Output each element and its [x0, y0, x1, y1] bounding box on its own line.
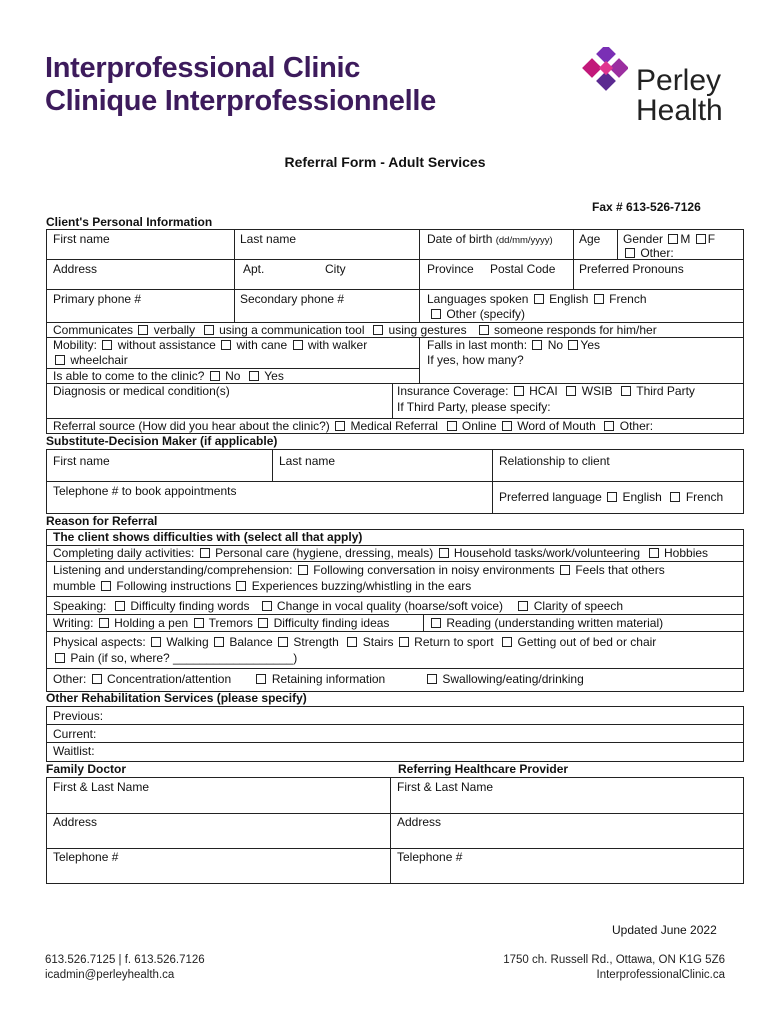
clinic-title-en: Interprofessional Clinic	[45, 52, 361, 84]
able-yes-checkbox[interactable]	[249, 371, 259, 381]
listen-mumble-checkbox[interactable]	[560, 565, 570, 575]
provider-telephone-label: Telephone #	[397, 850, 463, 864]
client-secondary-phone-label: Secondary phone #	[240, 292, 345, 306]
doctor-telephone-label: Telephone #	[53, 850, 119, 864]
section-referring-provider: Referring Healthcare Provider	[398, 762, 569, 776]
daily-hobbies-checkbox[interactable]	[649, 548, 659, 558]
reason-pain: Pain (if so, where? __________________)	[53, 651, 297, 665]
client-able: Is able to come to the clinic? No Yes	[53, 369, 284, 383]
updated-date: Updated June 2022	[612, 923, 717, 937]
client-gender-other: Other:	[623, 246, 674, 260]
section-sdm: Substitute-Decision Maker (if applicable)	[46, 434, 278, 448]
client-lang-other: Other (specify)	[429, 307, 525, 321]
sdm-box	[46, 449, 744, 514]
listen-noisy-checkbox[interactable]	[298, 565, 308, 575]
provider-name-label: First & Last Name	[397, 780, 494, 794]
wr-tremors-checkbox[interactable]	[194, 618, 204, 628]
fax-number: Fax # 613-526-7126	[592, 200, 701, 214]
client-province-label: Province	[427, 262, 474, 276]
client-city-label: City	[325, 262, 346, 276]
sdm-lang-en-checkbox[interactable]	[607, 492, 617, 502]
comm-someone-checkbox[interactable]	[479, 325, 489, 335]
ph-sport-checkbox[interactable]	[399, 637, 409, 647]
ph-walking-checkbox[interactable]	[151, 637, 161, 647]
client-communicates: Communicates verbally using a communication tool using gestures someone responds for him/her	[53, 323, 657, 337]
client-insurance: Insurance Coverage: HCAI WSIB Third Party	[397, 384, 695, 398]
rehab-waitlist-label: Waitlist:	[53, 744, 95, 758]
lang-fr-checkbox[interactable]	[594, 294, 604, 304]
rehab-box	[46, 706, 744, 762]
client-languages: Languages spoken English French	[427, 292, 647, 306]
footer-email: icadmin@perleyhealth.ca	[45, 969, 175, 981]
sdm-lang-fr-checkbox[interactable]	[670, 492, 680, 502]
rehab-current-label: Current:	[53, 727, 97, 741]
sp-quality-checkbox[interactable]	[262, 601, 272, 611]
wr-reading-checkbox[interactable]	[431, 618, 441, 628]
client-gender: Gender M F	[623, 232, 716, 246]
footer-website: InterprofessionalClinic.ca	[596, 969, 725, 981]
gender-other-checkbox[interactable]	[625, 248, 635, 258]
reason-physical: Physical aspects: Walking Balance Strength Stairs Return to sport Getting out of bed or chair	[53, 635, 657, 649]
client-falls: Falls in last month: No Yes	[427, 338, 600, 352]
listen-buzz-checkbox[interactable]	[236, 581, 246, 591]
client-address-label: Address	[53, 262, 98, 276]
doctor-name-label: First & Last Name	[53, 780, 150, 794]
mob-walker-checkbox[interactable]	[293, 340, 303, 350]
ph-pain-checkbox[interactable]	[55, 653, 65, 663]
falls-yes-checkbox[interactable]	[568, 340, 578, 350]
client-dob-label: Date of birth (dd/mm/yyyy)	[427, 232, 553, 246]
gender-m-checkbox[interactable]	[668, 234, 678, 244]
footer-address: 1750 ch. Russell Rd., Ottawa, ON K1G 5Z6	[503, 954, 725, 966]
client-mobility: Mobility: without assistance with cane with walker	[53, 338, 368, 352]
sdm-telephone-label: Telephone # to book appointments	[53, 484, 237, 498]
client-pronouns-label: Preferred Pronouns	[579, 262, 684, 276]
mob-wheelchair-checkbox[interactable]	[55, 355, 65, 365]
comm-device-checkbox[interactable]	[204, 325, 214, 335]
footer-phones: 613.526.7125 | f. 613.526.7126	[45, 954, 205, 966]
perley-logo-icon	[582, 47, 628, 93]
ins-third-checkbox[interactable]	[621, 386, 631, 396]
reason-box	[46, 529, 744, 692]
reason-listen-2: mumble Following instructions Experiences buzzing/whistling in the ears	[53, 579, 472, 593]
sp-clarity-checkbox[interactable]	[518, 601, 528, 611]
section-reason: Reason for Referral	[46, 514, 158, 528]
ot-swallow-checkbox[interactable]	[427, 674, 437, 684]
client-apt-label: Apt.	[243, 262, 265, 276]
clinic-title-fr: Clinique Interprofessionnelle	[45, 85, 436, 117]
wr-pen-checkbox[interactable]	[99, 618, 109, 628]
comm-verbally-checkbox[interactable]	[138, 325, 148, 335]
client-primary-phone-label: Primary phone #	[53, 292, 142, 306]
daily-household-checkbox[interactable]	[439, 548, 449, 558]
provider-address-label: Address	[397, 815, 442, 829]
ot-retain-checkbox[interactable]	[256, 674, 266, 684]
form-title: Referral Form - Adult Services	[284, 154, 486, 170]
daily-personal-checkbox[interactable]	[200, 548, 210, 558]
lang-en-checkbox[interactable]	[534, 294, 544, 304]
ph-strength-checkbox[interactable]	[278, 637, 288, 647]
logo-wordmark	[636, 66, 723, 126]
ot-conc-checkbox[interactable]	[92, 674, 102, 684]
sp-words-checkbox[interactable]	[115, 601, 125, 611]
doctor-address-label: Address	[53, 815, 98, 829]
footer-address-block	[503, 953, 725, 983]
logo-word-health: Health	[636, 94, 723, 127]
client-info-box	[46, 229, 744, 434]
logo-word-perley: Perley	[636, 64, 722, 97]
reason-listen: Listening and understanding/comprehension: Following conversation in noisy environments Feels that others	[53, 563, 665, 577]
section-client-info: Client's Personal Information	[46, 215, 213, 229]
sdm-first-name-label: First name	[53, 454, 110, 468]
falls-no-checkbox[interactable]	[532, 340, 542, 350]
ph-balance-checkbox[interactable]	[214, 637, 224, 647]
reason-other: Other: Concentration/attention Retaining information	[53, 672, 386, 686]
reason-speaking: Speaking: Difficulty finding words Change in vocal quality (hoarse/soft voice) Clarity of speech	[53, 599, 624, 613]
sdm-pref-lang: Preferred language English French	[499, 490, 724, 504]
lang-other-checkbox[interactable]	[431, 309, 441, 319]
client-postal-label: Postal Code	[490, 262, 556, 276]
ins-hcai-checkbox[interactable]	[514, 386, 524, 396]
client-ins-specify: If Third Party, please specify:	[397, 400, 551, 414]
gender-f-checkbox[interactable]	[696, 234, 706, 244]
ref-online-checkbox[interactable]	[447, 421, 457, 431]
sdm-relationship-label: Relationship to client	[499, 454, 610, 468]
client-referral-source: Referral source (How did you hear about the clinic?) Medical Referral Online Word of Mouth Other:	[53, 419, 654, 433]
section-family-doctor: Family Doctor	[46, 762, 127, 776]
comm-gestures-checkbox[interactable]	[373, 325, 383, 335]
client-mob-wheelchair: wheelchair	[53, 353, 128, 367]
reason-subhead: The client shows difficulties with (select all that apply)	[53, 530, 363, 544]
rehab-previous-label: Previous:	[53, 709, 104, 723]
reason-reading: Reading (understanding written material)	[429, 616, 663, 630]
ref-word-checkbox[interactable]	[502, 421, 512, 431]
ph-bed-checkbox[interactable]	[502, 637, 512, 647]
ref-medical-checkbox[interactable]	[335, 421, 345, 431]
section-rehab: Other Rehabilitation Services (please specify)	[46, 691, 307, 705]
doctor-provider-box	[46, 777, 744, 884]
ph-stairs-checkbox[interactable]	[347, 637, 357, 647]
reason-swallow: Swallowing/eating/drinking	[425, 672, 584, 686]
reason-daily: Completing daily activities: Personal care (hygiene, dressing, meals) Household tasks/work/volunteering Hobbies	[53, 546, 709, 560]
reason-writing: Writing: Holding a pen Tremors Difficulty finding ideas	[53, 616, 390, 630]
client-last-name-label: Last name	[240, 232, 297, 246]
client-age-label: Age	[579, 232, 601, 246]
wr-ideas-checkbox[interactable]	[258, 618, 268, 628]
client-first-name-label: First name	[53, 232, 110, 246]
mob-none-checkbox[interactable]	[102, 340, 112, 350]
client-falls-howmany: If yes, how many?	[427, 353, 524, 367]
ins-wsib-checkbox[interactable]	[566, 386, 576, 396]
able-no-checkbox[interactable]	[210, 371, 220, 381]
ref-other-checkbox[interactable]	[604, 421, 614, 431]
footer-contact	[45, 953, 205, 983]
clinic-title	[45, 52, 436, 118]
mob-cane-checkbox[interactable]	[221, 340, 231, 350]
sdm-last-name-label: Last name	[279, 454, 336, 468]
client-diagnosis-label: Diagnosis or medical condition(s)	[53, 384, 230, 398]
listen-instr-checkbox[interactable]	[101, 581, 111, 591]
